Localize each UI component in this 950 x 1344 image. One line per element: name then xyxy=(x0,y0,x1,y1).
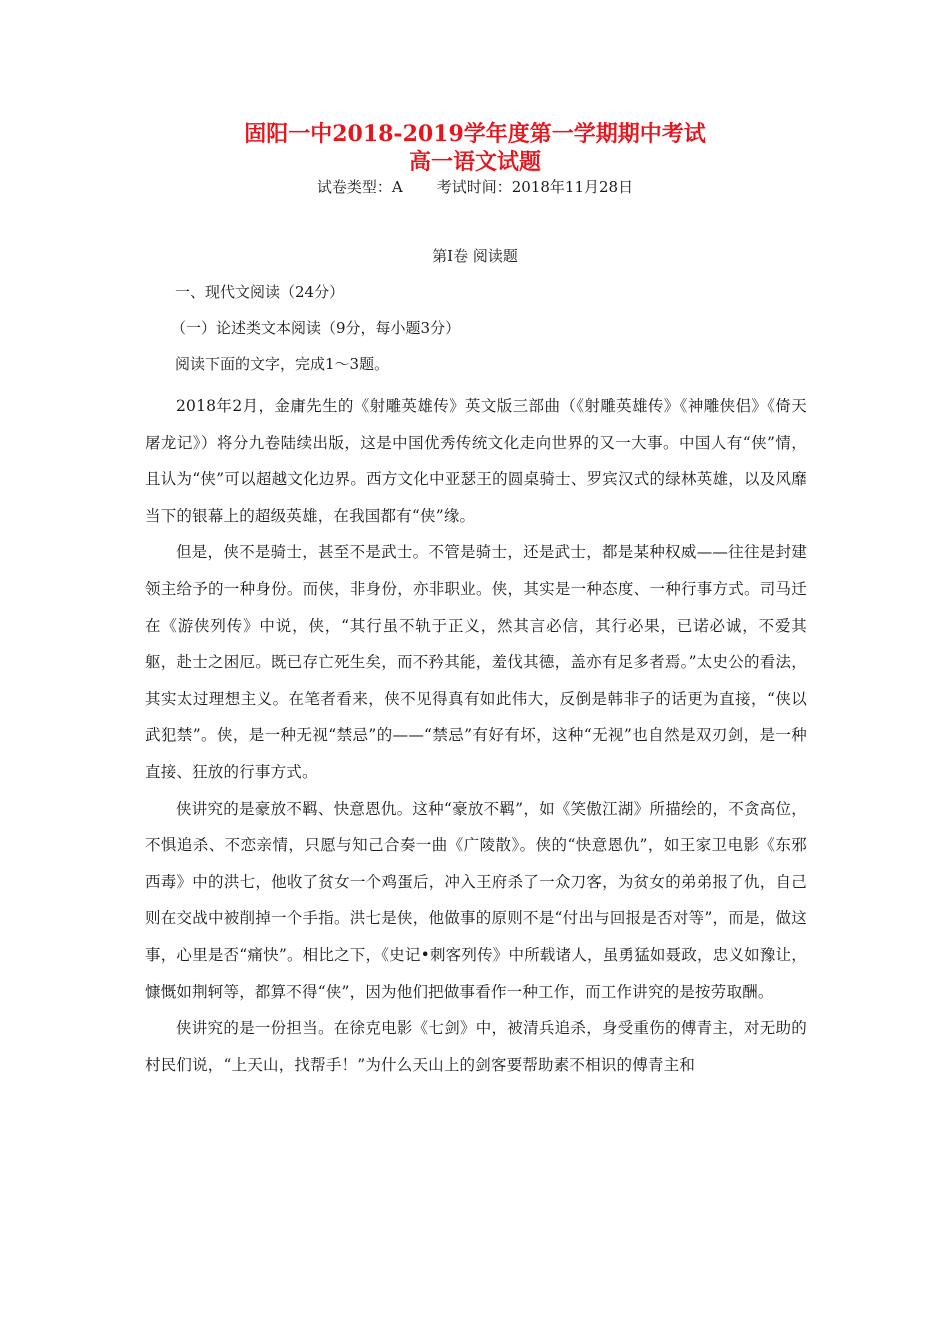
heading-modern-reading: 一、现代文阅读（24分） xyxy=(175,283,345,301)
exam-title: 固阳一中2018-2019学年度第一学期期中考试 xyxy=(244,121,706,147)
heading-argumentative-reading: （一）论述类文本阅读（9分，每小题3分） xyxy=(171,319,461,337)
exam-time: 考试时间：2018年11月28日 xyxy=(436,178,634,196)
reading-passage xyxy=(145,388,807,1083)
exam-meta xyxy=(0,177,950,197)
passage-paragraph-1: 2018年2月，金庸先生的《射雕英雄传》英文版三部曲（《射雕英雄传》《神雕侠侣》《倚天屠龙记》）将分九卷陆续出版，这是中国优秀传统文化走向世界的又一大事。中国人有“侠”情，且认为“侠”可以超越文化边界。西方文化中亚瑟王的圆桌骑士、罗宾汉式的绿林英雄，以及风靡当下的银幕上的超级英雄，在我国都有“侠”缘。 xyxy=(145,397,807,525)
passage-paragraph-2: 但是，侠不是骑士，甚至不是武士。不管是骑士，还是武士，都是某种权威——往往是封建领主给予的一种身份。而侠，非身份，亦非职业。侠，其实是一种态度、一种行事方式。司马迁在《游侠列传》中说，侠，“其行虽不轨于正义，然其言必信，其行必果，已诺必诚，不爱其躯，赴士之困厄。既已存亡死生矣，而不矜其能，羞伐其德，盖亦有足多者焉。”太史公的看法，其实太过理想主义。在笔者看来，侠不见得真有如此伟大，反倒是韩非子的话更为直接，“侠以武犯禁”。侠，是一种无视“禁忌”的——“禁忌”有好有坏，这种“无视”也自然是双刃剑，是一种直接、狂放的行事方式。 xyxy=(145,543,807,781)
passage-paragraph-4: 侠讲究的是一份担当。在徐克电影《七剑》中，被清兵追杀，身受重伤的傅青主，对无助的村民们说，“上天山，找帮手！”为什么天山上的剑客要帮助素不相识的傅青主和 xyxy=(145,1019,807,1074)
section-title: 第Ⅰ卷 阅读题 xyxy=(432,247,518,265)
exam-subtitle: 高一语文试题 xyxy=(408,149,541,175)
exam-type: 试卷类型：A xyxy=(316,178,403,196)
passage-paragraph-3: 侠讲究的是豪放不羁、快意恩仇。这种“豪放不羁”，如《笑傲江湖》所描绘的，不贪高位，不惧追杀、不恋亲情，只愿与知己合奏一曲《广陵散》。侠的“快意恩仇”，如王家卫电影《东邪西毒》中的洪七，他收了贫女一个鸡蛋后，冲入王府杀了一众刀客，为贫女的弟弟报了仇，自己则在交战中被削掉一个手指。洪七是侠，他做事的原则不是“付出与回报是否对等”，而是，做这事，心里是否“痛快”。相比之下，《史记•刺客列传》中所载诸人，虽勇猛如聂政，忠义如豫让，慷慨如荆轲等，都算不得“侠”，因为他们把做事看作一种工作，而工作讲究的是按劳取酬。 xyxy=(145,799,807,1001)
reading-instruction: 阅读下面的文字，完成1～3题。 xyxy=(175,355,390,373)
